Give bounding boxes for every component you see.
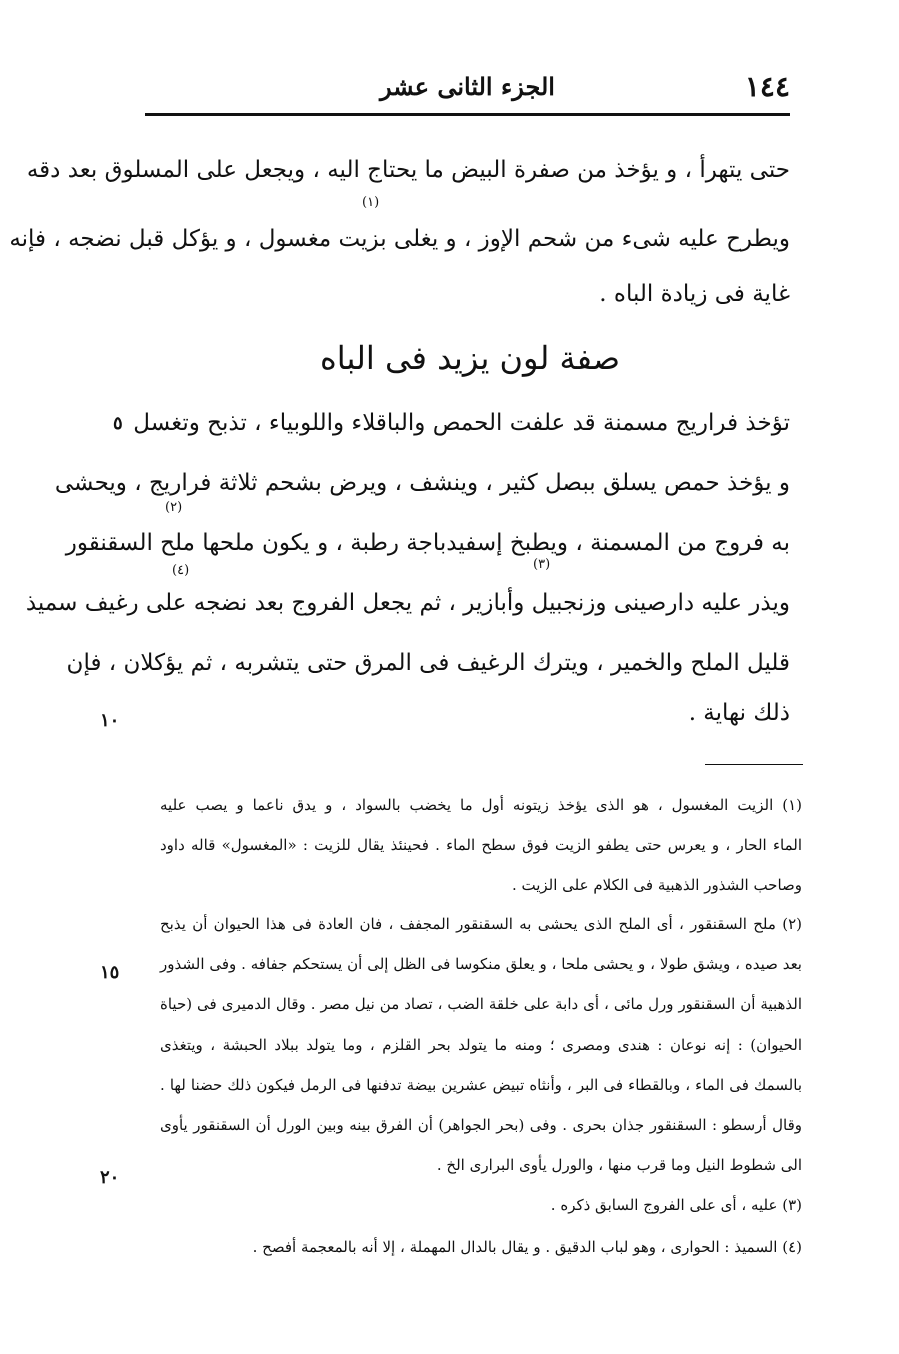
text-line: و يؤخذ حمص يسلق ببصل كثير ، وينشف ، ويرض بشحم ثلاثة فراريج ، ويحشى	[54, 470, 790, 496]
footnote-line: وصاحب الشذور الذهبية فى الكلام على الزيت .	[511, 876, 802, 894]
footnote-marker: (١)	[362, 195, 380, 210]
footnote-line: (٢) ملح السقنقور ، أى الملح الذى يحشى به السقنقور المجفف ، فان العادة فى هذا الحيوان أن يذبح	[160, 915, 802, 933]
running-title: الجزء الثانى عشر	[380, 72, 555, 101]
margin-line-number: ١٠	[100, 710, 120, 731]
footnote-line: (١) الزيت المغسول ، هو الذى يؤخذ زيتونه أول ما يخضب بالسواد ، و يدق ناعما و يصب عليه	[160, 796, 802, 814]
footnote-line: (٤) السميذ : الحوارى ، وهو لباب الدقيق . و يقال بالدال المهملة ، إلا أنه بالمعجمة أفصح .	[252, 1238, 802, 1256]
footnote-line: الحيوان) : إنه نوعان : هندى ومصرى ؛ ومنه ما يتولد بحر القلزم ، وما يتولد ببلاد الحبشة ، ويتغذى	[160, 1036, 802, 1054]
text-line: حتى يتهرأ ، و يؤخذ من صفرة البيض ما يحتاج اليه ، ويجعل على المسلوق بعد دقه	[26, 157, 790, 183]
footnote-marker: (٤)	[172, 563, 190, 578]
footnote-line: بالسمك فى الماء ، وبالقطاء فى البر ، وأنثاه تبيض عشرين بيضة تدفنها فى الرمل فيكون ذلك حضنا لها .	[160, 1076, 802, 1094]
header-rule	[145, 113, 790, 116]
text-line: ويطرح عليه شىء من شحم الإوز ، و يغلى بزيت مغسول ، و يؤكل قبل نضجه ، فإنه	[9, 226, 790, 252]
page-header	[145, 66, 790, 108]
footnote-line: الى شطوط النيل وما قرب منها ، والورل يأوى البرارى الخ .	[436, 1156, 802, 1174]
footnote-line: (٣) عليه ، أى على الفروج السابق ذكره .	[550, 1196, 802, 1214]
text-line: قليل الملح والخمير ، ويترك الرغيف فى المرق حتى يتشربه ، ثم يؤكلان ، فإن	[66, 650, 790, 676]
text-line: تؤخذ فراريج مسمنة قد علفت الحمص والباقلاء واللوبياء ، تذبح وتغسل	[133, 410, 790, 436]
footnote-marker: (٢)	[165, 500, 183, 515]
page-number: ١٤٤	[744, 70, 790, 103]
margin-line-number: ٢٠	[100, 1167, 120, 1188]
footnote-line: الذهبية أن السقنقور ورل مائى ، أى دابة على خلقة الضب ، تصاد من نيل مصر . وقال الدميرى فى (حياة	[160, 995, 802, 1013]
footnote-rule	[705, 764, 803, 765]
text-line: به فروج من المسمنة ، ويطبخ إسفيدباجة رطبة ، و يكون ملحها ملح السقنقور	[65, 530, 790, 556]
text-line: ذلك نهاية .	[688, 700, 790, 726]
footnote-marker: (٣)	[533, 557, 551, 572]
margin-line-number: ١٥	[100, 962, 120, 983]
section-title: صفة لون يزيد فى الباه	[319, 339, 621, 377]
footnote-line: بعد صيده ، ويشق طولا ، و يحشى ملحا ، و يعلق منكوسا فى الظل إلى أن يستحكم جفافه . وفى الشذور	[160, 955, 802, 973]
text-line: غاية فى زيادة الباه .	[599, 281, 790, 307]
text-line: ويذر عليه دارصينى وزنجبيل وأبازير ، ثم يجعل الفروج بعد نضجه على رغيف سميذ	[25, 590, 790, 616]
footnote-line: الماء الحار ، و يعرس حتى يطفو الزيت فوق سطح الماء . فحينئذ يقال للزيت : «المغسول» قاله داود	[160, 836, 802, 854]
footnote-line: وقال أرسطو : السقنقور جذان بحرى . وفى (بحر الجواهر) أن الفرق بينه وبين الورل أن السقنقور يأوى	[160, 1116, 802, 1134]
margin-line-number: ٥	[113, 413, 123, 434]
